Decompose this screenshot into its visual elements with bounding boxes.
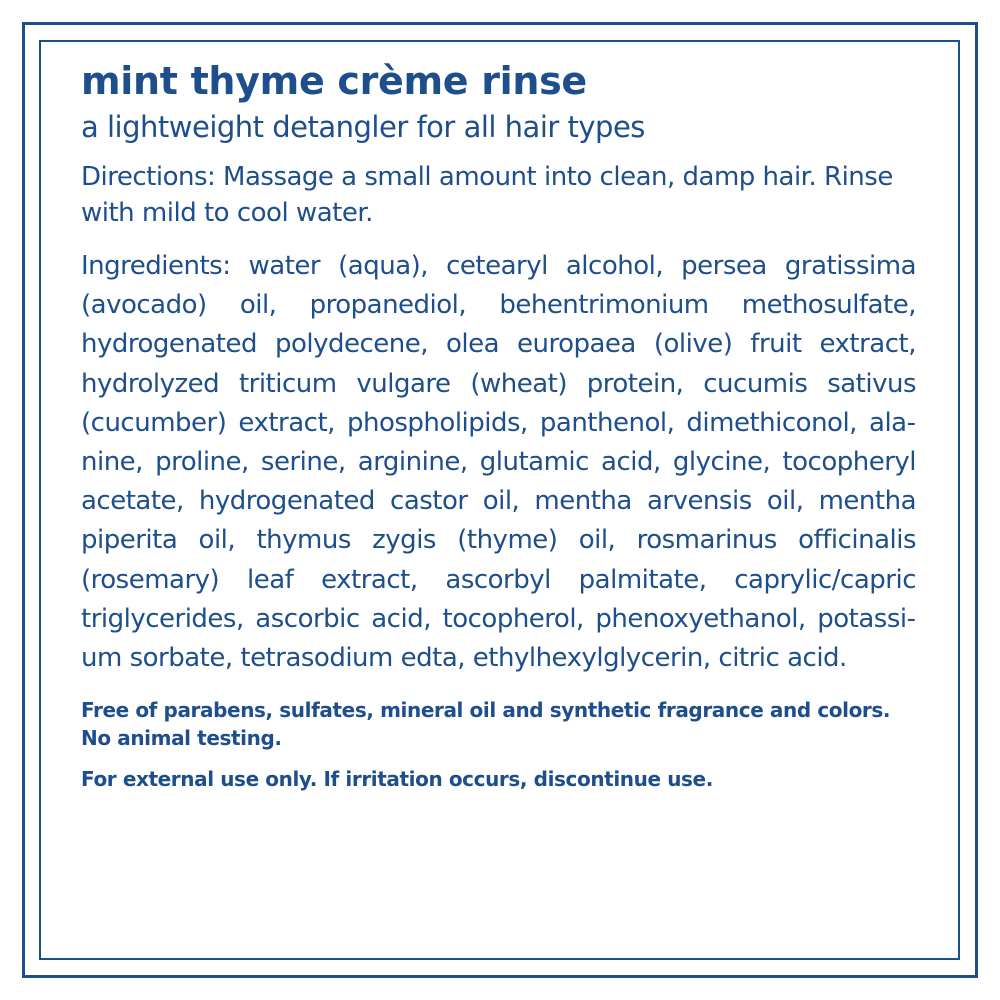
ingredients-text: Ingredients: water (aqua), cetearyl alcohol, persea gratissima (avocado) oil, propanediol, behentrimonium methosulfate, hydrogenated polydecene, olea europaea (olive) fruit extract, hydrolyzed triticum vulgare (wheat) protein, cucumis sativus (cucumber) extract, phospholipids, panthenol, dimethiconol, alanine, proline, serine, arginine, glutamic acid, glycine, tocopheryl acetate, hydrogenated castor oil, mentha arvensis oil, mentha piperita oil, thymus zygis (thyme) oil, rosmarinus officinalis (rosemary) leaf extract, ascorbyl palmitate, caprylic/capric triglycerides, ascorbic acid, tocopherol, phenoxyethanol, potassium sorbate, tetrasodium edta, ethylhexylglycerin, citric acid. [81, 251, 916, 674]
free-of-notice: Free of parabens, sulfates, mineral oil and synthetic fragrance and colors. No animal testing. [81, 698, 891, 751]
product-subtitle: a lightweight detangler for all hair types [81, 110, 645, 144]
product-label [22, 22, 978, 978]
label-content [81, 59, 916, 793]
warning-notice: For external use only. If irritation occurs, discontinue use. [81, 767, 713, 792]
directions-text: Directions: Massage a small amount into clean, damp hair. Rinse with mild to cool water. [81, 162, 893, 228]
product-title: mint thyme crème rinse [81, 59, 587, 103]
